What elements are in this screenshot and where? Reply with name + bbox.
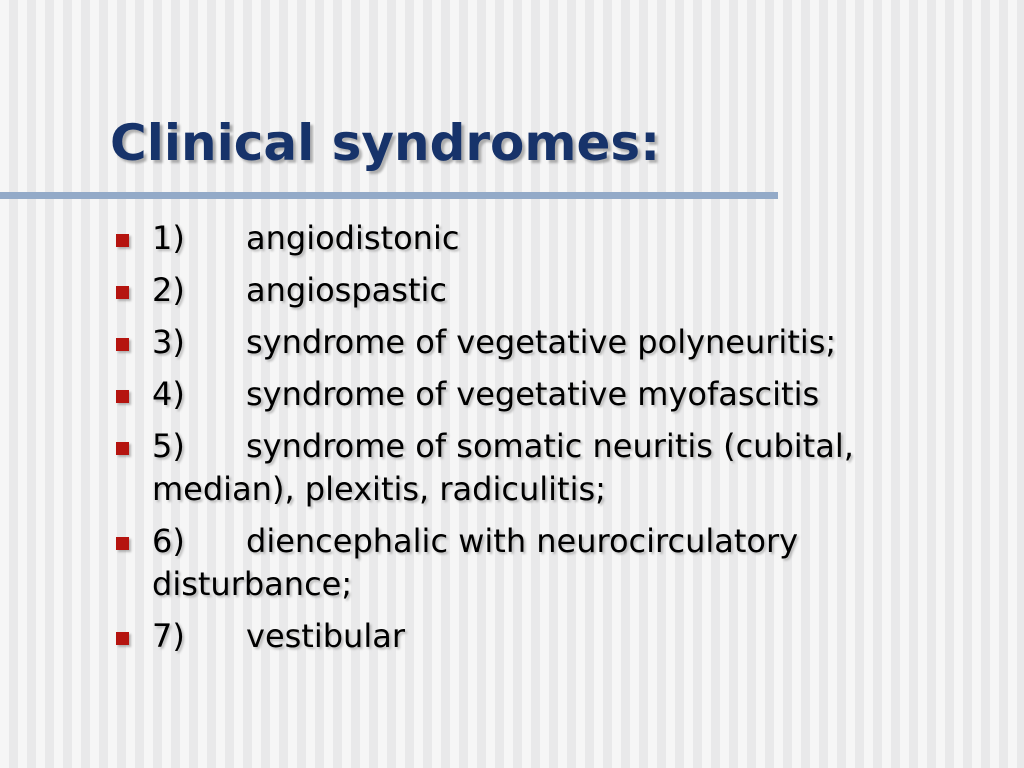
square-bullet-icon xyxy=(116,338,129,351)
item-number: 4) xyxy=(152,375,185,413)
title-underline xyxy=(0,192,778,199)
syndrome-list xyxy=(112,217,1002,667)
item-text: diencephalic with neurocirculatory disturbance; xyxy=(152,522,799,603)
list-item xyxy=(112,321,1002,364)
list-item xyxy=(112,425,1002,511)
list-item xyxy=(112,217,1002,260)
item-number: 3) xyxy=(152,323,185,361)
item-number: 2) xyxy=(152,271,185,309)
item-number: 7) xyxy=(152,617,185,655)
item-number: 6) xyxy=(152,522,185,560)
list-item xyxy=(112,520,1002,606)
item-text: syndrome of somatic neuritis (cubital, median), plexitis, radiculitis; xyxy=(152,427,854,508)
square-bullet-icon xyxy=(116,632,129,645)
slide-title: Clinical syndromes: xyxy=(110,114,661,172)
item-text: angiodistonic xyxy=(246,219,460,257)
square-bullet-icon xyxy=(116,442,129,455)
item-text: syndrome of vegetative polyneuritis; xyxy=(246,323,837,361)
item-number: 1) xyxy=(152,219,185,257)
square-bullet-icon xyxy=(116,234,129,247)
item-text: angiospastic xyxy=(246,271,447,309)
square-bullet-icon xyxy=(116,286,129,299)
item-number: 5) xyxy=(152,427,185,465)
item-text: syndrome of vegetative myofascitis xyxy=(246,375,820,413)
square-bullet-icon xyxy=(116,390,129,403)
square-bullet-icon xyxy=(116,537,129,550)
list-item xyxy=(112,373,1002,416)
list-item xyxy=(112,615,1002,658)
list-item xyxy=(112,269,1002,312)
item-text: vestibular xyxy=(246,617,405,655)
